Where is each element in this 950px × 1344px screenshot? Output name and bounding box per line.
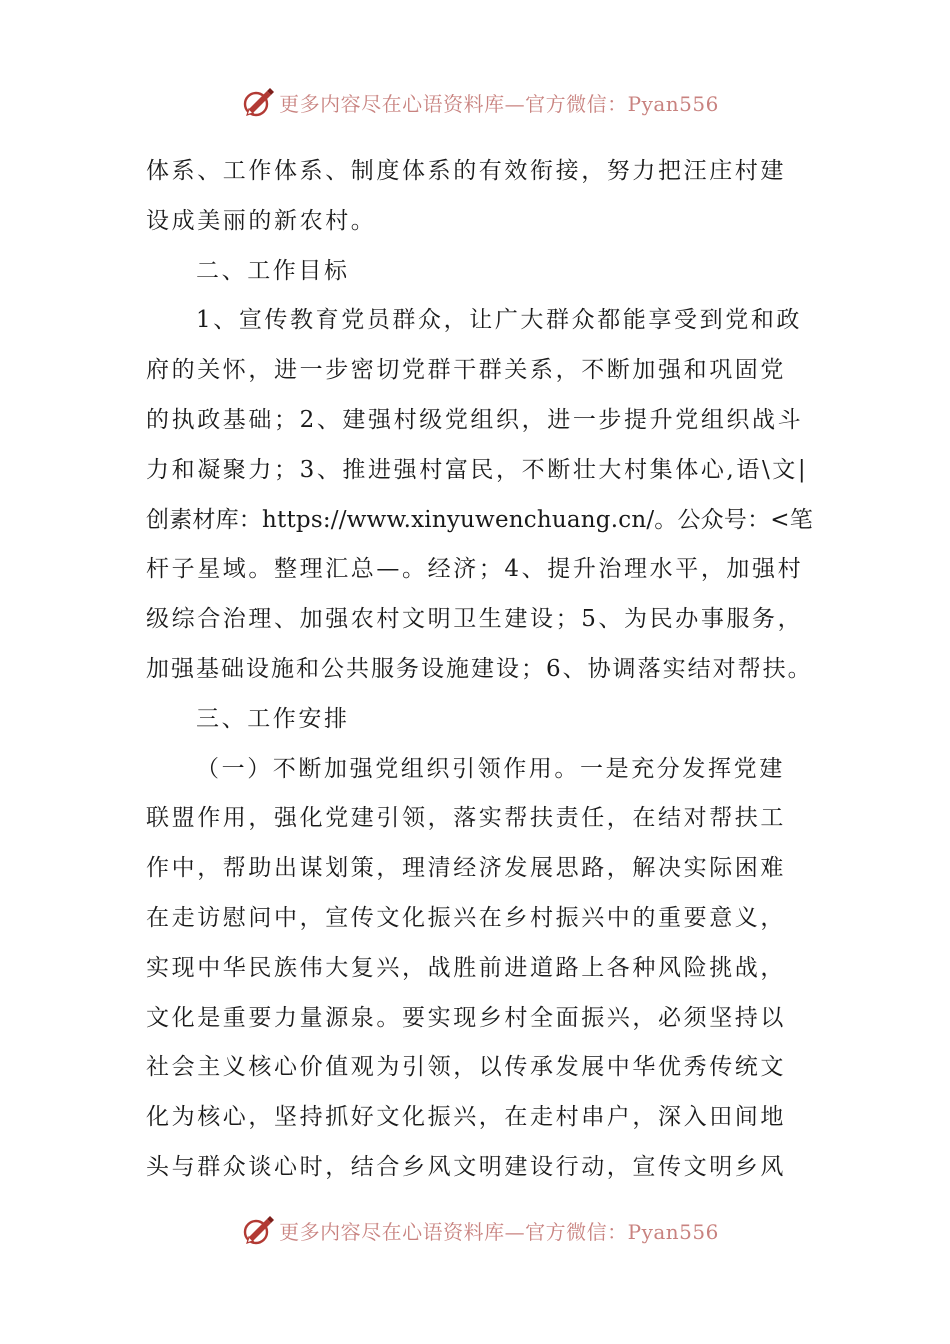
document-body <box>146 147 813 1193</box>
body-line-with-url: 创素材库：https://www.xinyuwenchuang.cn/。公众号：<笔 <box>146 506 813 533</box>
body-line: 文化是重要力量源泉。要实现乡村全面振兴，必须坚持以 <box>146 1004 786 1031</box>
body-line: 体系、工作体系、制度体系的有效衔接，努力把汪庄村建 <box>146 158 786 184</box>
body-line: 力和凝聚力；3、推进强村富民，不断壮大村集体心,语\文| <box>146 456 809 483</box>
body-line: 社会主义核心价值观为引领，以传承发展中华优秀传统文 <box>146 1054 786 1081</box>
body-line: 设成美丽的新农村。 <box>146 207 377 234</box>
body-line: 级综合治理、加强农村文明卫生建设；5、为民办事服务， <box>146 606 804 633</box>
body-line: 作中，帮助出谋划策，理清经济发展思路，解决实际困难 <box>146 855 786 882</box>
pen-logo-icon <box>241 1213 275 1247</box>
footer-banner-text: 更多内容尽在心语资料库—官方微信：Pyan556 <box>279 1219 719 1244</box>
body-line: 实现中华民族伟大复兴，战胜前进道路上各种风险挑战， <box>146 954 786 981</box>
header-banner-text: 更多内容尽在心语资料库—官方微信：Pyan556 <box>279 91 719 116</box>
body-line: 联盟作用，强化党建引领，落实帮扶责任，在结对帮扶工 <box>146 805 786 832</box>
body-line: 的执政基础；2、建强村级党组织，进一步提升党组织战斗 <box>146 406 804 433</box>
section-heading: 二、工作目标 <box>196 257 350 284</box>
body-line: 府的关怀，进一步密切党群干群关系，不断加强和巩固党 <box>146 357 786 384</box>
pen-logo-icon <box>241 85 275 119</box>
body-line: 在走访慰问中，宣传文化振兴在乡村振兴中的重要意义， <box>146 904 786 931</box>
body-line: （一）不断加强党组织引领作用。一是充分发挥党建 <box>196 755 785 782</box>
body-line: 杆子星域。整理汇总—。经济；4、提升治理水平，加强村 <box>146 556 804 583</box>
section-heading: 三、工作安排 <box>196 705 350 732</box>
body-line: 化为核心，坚持抓好文化振兴，在走村串户，深入田间地 <box>146 1104 786 1131</box>
body-line: 头与群众谈心时，结合乡风文明建设行动，宣传文明乡风 <box>146 1153 786 1180</box>
body-line: 加强基础设施和公共服务设施建设；6、协调落实结对帮扶。 <box>146 655 813 682</box>
footer-banner <box>0 1208 950 1252</box>
header-banner <box>0 80 950 124</box>
body-line: 1、宣传教育党员群众，让广大群众都能享受到党和政 <box>196 307 803 334</box>
